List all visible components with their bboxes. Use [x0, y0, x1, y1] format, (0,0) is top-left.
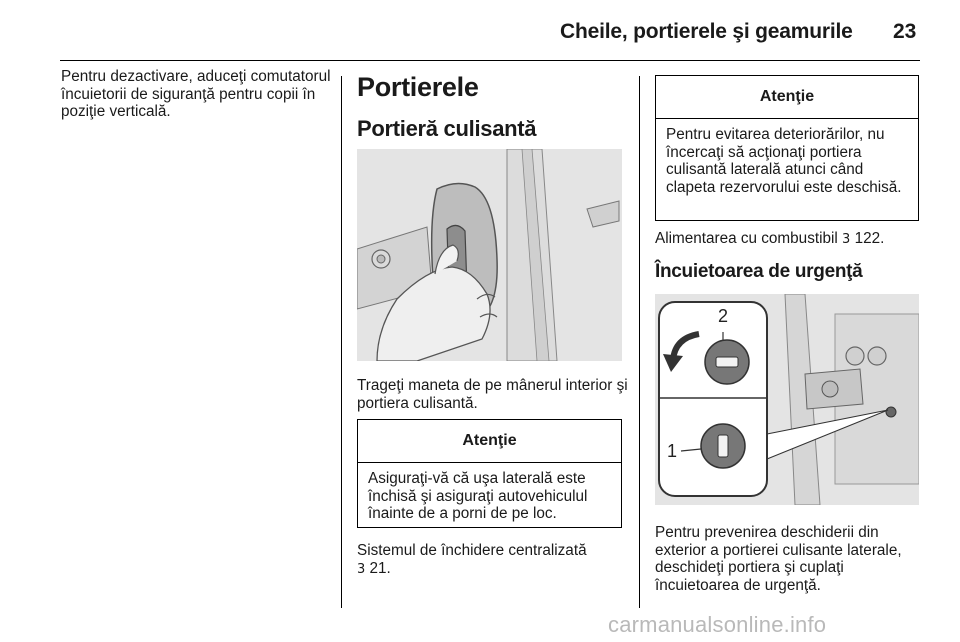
column-divider-left: [341, 76, 342, 608]
illustration-label-2: 2: [718, 306, 729, 326]
page-ref-arrow-icon: 3: [842, 232, 851, 247]
warning-text: Asiguraţi-vă că uşa laterală este închisă şi asiguraţi autovehiculul înainte de a porni de pe loc.: [368, 470, 588, 522]
reference-text: Sistemul de închidere centralizată: [357, 542, 587, 559]
sliding-door-heading: Portieră culisantă: [357, 116, 537, 141]
page-ref-arrow-icon: 3: [357, 561, 366, 577]
emergency-lock-heading: Încuietoarea de urgenţă: [655, 261, 863, 282]
warning-title: Atenţie: [656, 76, 918, 119]
reference-text: Alimentarea cu combustibil: [655, 230, 838, 247]
sliding-door-caption: Trageţi maneta de pe mânerul interior şi portiera culisantă.: [357, 377, 628, 412]
column-divider-right: [639, 76, 640, 608]
section-heading: Portierele: [357, 72, 479, 102]
emergency-lock-paragraph: Pentru prevenirea deschiderii din exterior a portierei culisante laterale, deschideţi portiera şi cuplaţi încuietoarea de urgenţă.: [655, 524, 902, 594]
warning-box-fuel: [655, 75, 919, 221]
watermark: carmanualsonline.info: [608, 612, 827, 637]
central-locking-reference: [357, 542, 629, 578]
warning-title: Atenţie: [358, 420, 621, 463]
page-header-title: Cheile, portierele şi geamurile: [560, 20, 853, 43]
reference-page: 21.: [369, 559, 391, 577]
illustration-label-1: 1: [667, 441, 678, 461]
sliding-door-illustration: [357, 149, 622, 361]
fuel-reference: [655, 230, 920, 249]
child-lock-paragraph: Pentru dezactivare, aduceţi comutatorul încuietorii de siguranţă pentru copii în poziţie verticală.: [61, 68, 331, 120]
header-rule: [60, 60, 920, 61]
warning-box-door: [357, 419, 622, 528]
emergency-lock-illustration: [655, 294, 919, 505]
page-number: 23: [893, 20, 917, 43]
warning-text: Pentru evitarea deteriorărilor, nu încercaţi să acţionaţi portiera culisantă laterală atunci când clapeta rezervorului este deschisă.: [666, 126, 902, 196]
reference-page: 122.: [854, 230, 885, 247]
